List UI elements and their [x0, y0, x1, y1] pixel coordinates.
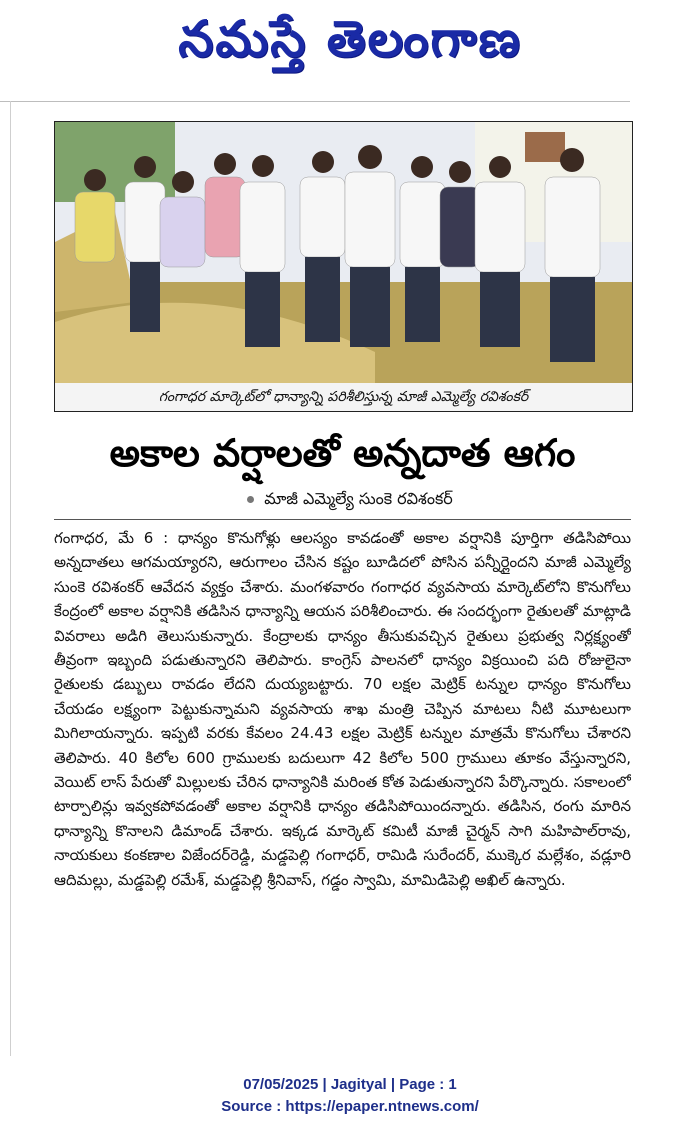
column-rule [10, 101, 11, 1056]
article-byline [0, 487, 700, 511]
article-body: గంగాధర, మే 6 : ధాన్యం కొనుగోళ్లు ఆలస్యం కావడంతో అకాల వర్షానికి పూర్తిగా తడిసిపోయి అన్నదాతలు ఆగమయ్యారని, ఆరుగాలం చేసిన కష్టం బూడిదలో పోసిన పన్నీర్లైందని మాజీ ఎమ్మెల్యే సుంకె రవిశంకర్ ఆవేదన వ్యక్తం చేశారు. మంగళవారం గంగాధర వ్యవసాయ మార్కెట్‌లోని కొనుగోలు కేంద్రంలో అకాల వర్షానికి తడిసిన ధాన్యాన్ని ఆయన పరిశీలించారు. ఈ సందర్భంగా రైతులతో మాట్లాడి వివరాలు అడిగి తెలుసుకున్నారు. కేంద్రాలకు ధాన్యం తీసుకువచ్చిన రైతులు ప్రభుత్వ నిర్లక్ష్యంతో తీవ్రంగా ఇబ్బంది పడుతున్నారని తెలిపారు. కాంగ్రెస్ పాలనలో ధాన్యం విక్రయించి పది రోజులైనా రైతులకు డబ్బులు రావడం లేదని దుయ్యబట్టారు. 70 లక్షల మెట్రిక్ టన్నుల ధాన్యం కొనుగోలు చేయడం లక్ష్యంగా పెట్టుకున్నామని వ్యవసాయ శాఖ మంత్రి చెప్పిన మాటలు నీటి మూటలుగా మిగిలాయన్నారు. ఇప్పటి వరకు కేవలం 24.43 లక్షల మెట్రిక్ టన్నుల మాత్రమే కొనుగోలు చేశారని తెలిపారు. 40 కిలోల 600 గ్రాములకు బదులుగా 42 కిలోల 500 గ్రాములు తూకం వేస్తున్నారని, వెయిట్ లాస్ పేరుతో మిల్లులకు చేరిన ధాన్యానికి మరింత కోత పెడుతున్నారని పేర్కొన్నారు. సకాలంలో టార్పాలిన్లు ఇవ్వకపోవడంతో అకాల వర్షానికి ధాన్యం తడిసిపోయిందన్నారు. తడిసిన, రంగు మారిన ధాన్యాన్ని కొనాలని డిమాండ్ చేశారు. ఇక్కడ మార్కెట్ కమిటీ మాజీ చైర్మన్ సాగి మహిపాల్‌రావు, నాయకులు కంకణాల విజేందర్‌రెడ్డి, మడ్డపెల్లి గంగాధర్, రామిడి సురేందర్, ముక్కెర మల్లేశం, వడ్లూరి ఆదిమల్లు, మడ్డపెల్లి రమేశ్, మడ్డపెల్లి శ్రీనివాస్, గడ్డం స్వామి, మామిడిపెల్లి అఖిల్ ఉన్నారు. [54, 529, 631, 889]
header-divider [0, 101, 630, 102]
page-footer [0, 1074, 700, 1118]
news-photo [54, 121, 633, 384]
byline-text: మాజీ ఎమ్మెల్యే సుంకె రవిశంకర్ [264, 489, 453, 508]
bullet-icon [247, 496, 254, 503]
footer-source-link[interactable]: Source : https://epaper.ntnews.com/ [221, 1098, 479, 1115]
photo-caption: గంగాధర మార్కెట్‌లో ధాన్యాన్ని పరిశీలిస్తున్న మాజీ ఎమ్మెల్యే రవిశంకర్ [54, 383, 633, 412]
article-headline: అకాల వర్షాలతో అన్నదాత ఆగం [109, 431, 576, 475]
byline-divider [54, 519, 631, 520]
newspaper-masthead: నమస్తే తెలంగాణ [178, 10, 522, 68]
footer-date-line: 07/05/2025 | Jagityal | Page : 1 [243, 1076, 457, 1093]
